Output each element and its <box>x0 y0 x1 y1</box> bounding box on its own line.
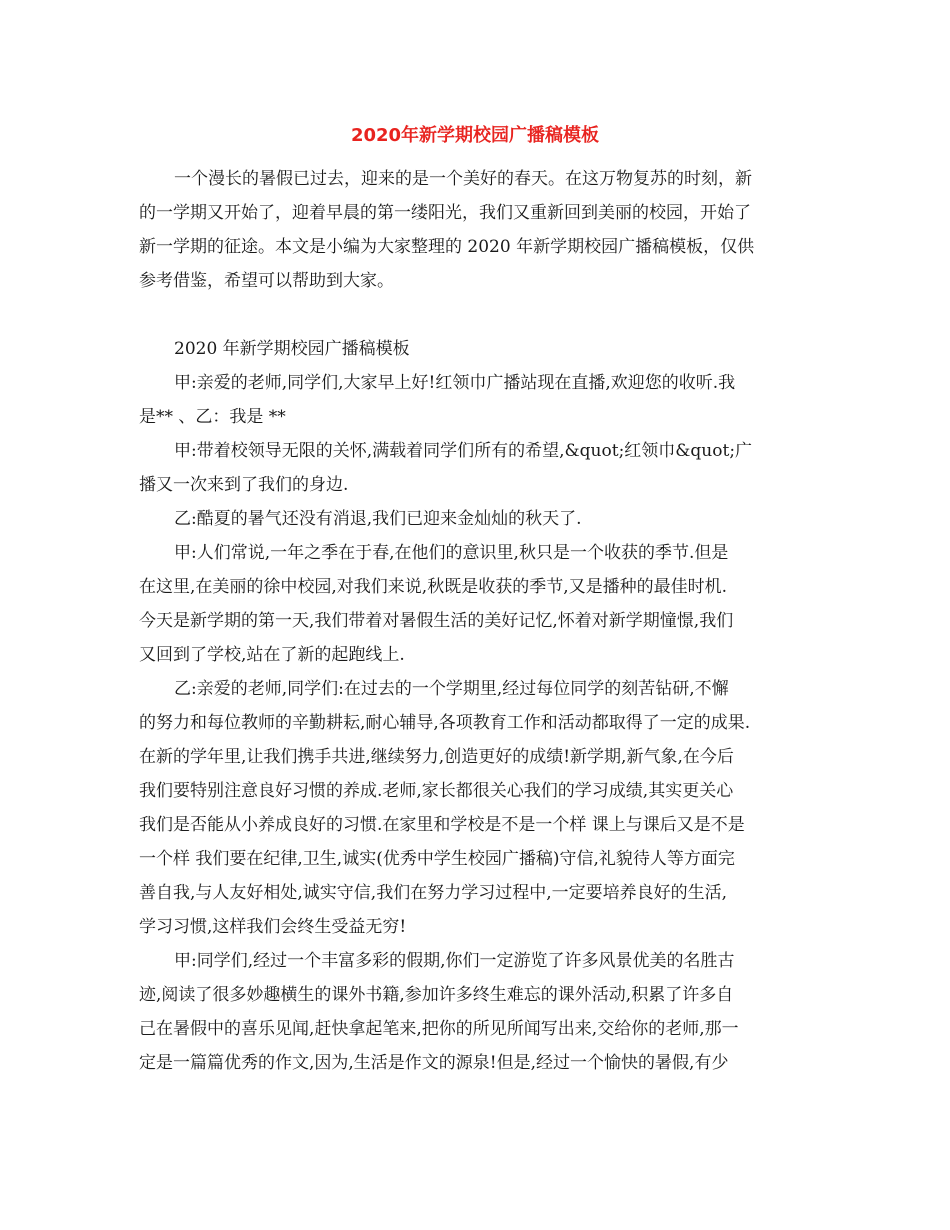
text-line: 在新的学年里,让我们携手共进,继续努力,创造更好的成绩!新学期,新气象,在今后 <box>139 747 734 767</box>
text-line: 一个样 我们要在纪律,卫生,诚实(优秀中学生校园广播稿)守信,礼貌待人等方面完 <box>139 849 735 869</box>
section-heading <box>139 332 819 366</box>
script-paragraph <box>139 944 819 1080</box>
text-line: 2020 年新学期校园广播稿模板 <box>174 339 410 359</box>
script-paragraph <box>139 434 819 502</box>
text-line: 学习习惯,这样我们会终生受益无穷! <box>139 917 407 937</box>
text-line: 的努力和每位教师的辛勤耕耘,耐心辅导,各项教育工作和活动都取得了一定的成果. <box>139 713 751 733</box>
text-line: 是** 、乙：我是 ** <box>139 407 286 427</box>
text-line: 迹,阅读了很多妙趣横生的课外书籍,参加许多终生难忘的课外活动,积累了许多自 <box>139 985 734 1005</box>
script-paragraph <box>139 502 819 536</box>
text-line: 播又一次来到了我们的身边. <box>139 475 349 495</box>
text-line: 参考借鉴，希望可以帮助到大家。 <box>139 271 394 291</box>
text-line: 乙:酷夏的暑气还没有消退,我们已迎来金灿灿的秋天了. <box>174 509 582 529</box>
text-line: 今天是新学期的第一天,我们带着对暑假生活的美好记忆,怀着对新学期憧憬,我们 <box>139 611 734 631</box>
text-line: 我们要特别注意良好习惯的养成.老师,家长都很关心我们的学习成绩,其实更关心 <box>139 781 734 801</box>
text-line: 定是一篇篇优秀的作文,因为,生活是作文的源泉!但是,经过一个愉快的暑假,有少 <box>139 1053 729 1073</box>
text-line: 我们是否能从小养成良好的习惯.在家里和学校是不是一个样 课上与课后又是不是 <box>139 815 745 835</box>
text-line: 在这里,在美丽的徐中校园,对我们来说,秋既是收获的季节,又是播种的最佳时机. <box>139 577 728 597</box>
text-line: 乙:亲爱的老师,同学们:在过去的一个学期里,经过每位同学的刻苦钻研,不懈 <box>174 679 729 699</box>
script-paragraph <box>139 536 819 672</box>
text-line: 甲:人们常说,一年之季在于春,在他们的意识里,秋只是一个收获的季节.但是 <box>174 543 729 563</box>
text-line: 一个漫长的暑假已过去，迎来的是一个美好的春天。在这万物复苏的时刻，新 <box>174 169 752 189</box>
text-line: 己在暑假中的喜乐见闻,赶快拿起笔来,把你的所见所闻写出来,交给你的老师,那一 <box>139 1019 739 1039</box>
script-paragraph <box>139 672 819 944</box>
text-line: 甲:同学们,经过一个丰富多彩的假期,你们一定游览了许多风景优美的名胜古 <box>174 951 735 971</box>
intro-paragraph <box>139 162 819 298</box>
text-line: 又回到了学校,站在了新的起跑线上. <box>139 645 405 665</box>
text-line: 新一学期的征途。本文是小编为大家整理的 2020 年新学期校园广播稿模板，仅供 <box>139 237 755 257</box>
text-line: 甲:亲爱的老师,同学们,大家早上好!红领巾广播站现在直播,欢迎您的收听.我 <box>174 373 736 393</box>
text-line: 善自我,与人友好相处,诚实守信,我们在努力学习过程中,一定要培养良好的生活, <box>139 883 728 903</box>
script-paragraph <box>139 366 819 434</box>
text-line: 甲:带着校领导无限的关怀,满载着同学们所有的希望,&quot;红领巾&quot;广 <box>174 441 753 461</box>
document-title: 2020年新学期校园广播稿模板 <box>350 125 600 146</box>
text-line: 的一学期又开始了，迎着早晨的第一缕阳光，我们又重新回到美丽的校园，开始了 <box>139 203 751 223</box>
